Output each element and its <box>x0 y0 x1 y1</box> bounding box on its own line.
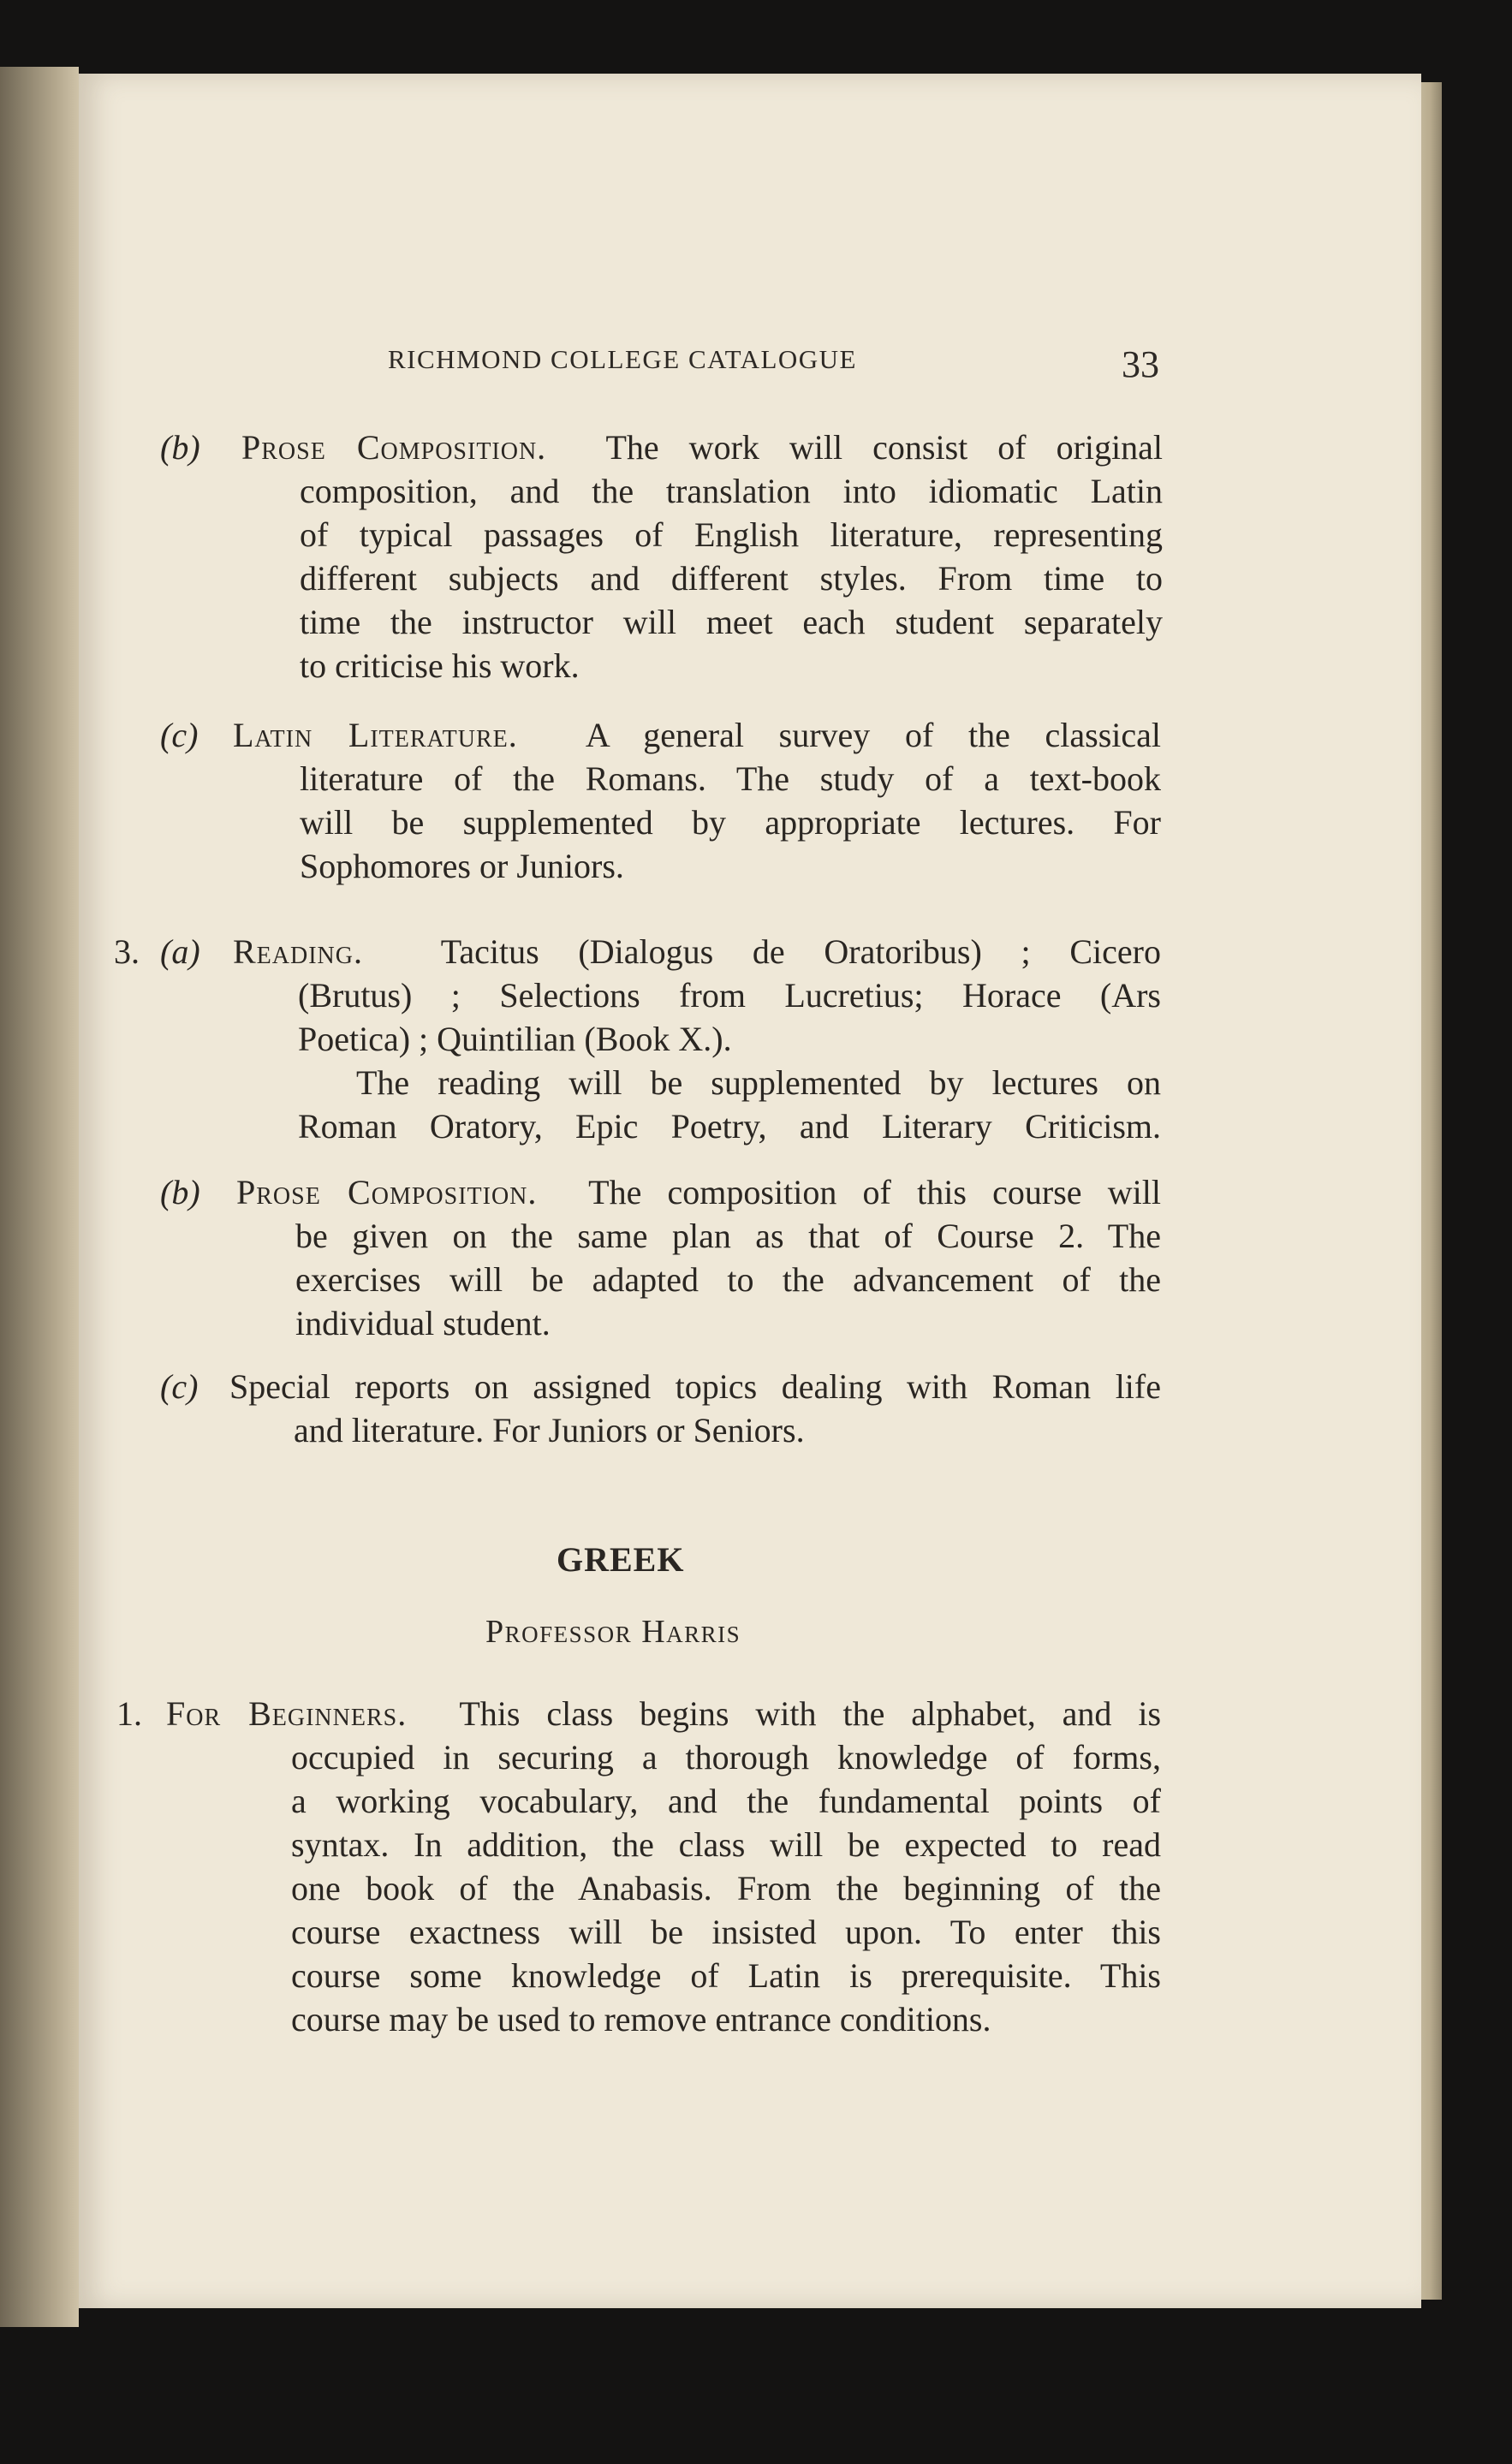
text-line: syntax. In addition, the class will be expected to read <box>291 1825 1161 1864</box>
item-label-3b: (b) <box>160 1173 200 1211</box>
text-line: literature of the Romans. The study of a text-book <box>300 759 1161 798</box>
facing-page-edge <box>0 67 79 2327</box>
greek-1-body <box>291 1735 1161 2041</box>
latin-2b-prose-composition <box>241 426 1163 469</box>
text-line: (Brutus) ; Selections from Lucretius; Horace (Ars <box>298 976 1161 1015</box>
text-line: and literature. For Juniors or Seniors. <box>294 1411 805 1449</box>
running-title: RICHMOND COLLEGE CATALOGUE <box>388 344 857 374</box>
entry-title: Prose Composition. <box>236 1173 538 1211</box>
text-line: Sophomores or Juniors. <box>300 847 624 885</box>
text-line: to criticise his work. <box>300 646 580 685</box>
text-line: be given on the same plan as that of Course 2. The <box>295 1217 1161 1255</box>
latin-3a-reading-note <box>298 1061 1161 1148</box>
section-heading-greek: GREEK <box>557 1540 685 1579</box>
text-line: Latin Literature. A general survey of the classical <box>233 716 1161 754</box>
item-label-2b: (b) <box>160 428 200 467</box>
entry-title: Reading. <box>233 932 363 971</box>
latin-2c-latin-literature <box>233 713 1161 757</box>
latin-3b-prose-composition <box>236 1170 1161 1214</box>
text-line: composition, and the translation into idiomatic Latin <box>300 472 1163 510</box>
course-number-1: 1. <box>116 1694 142 1733</box>
item-label-2c: (c) <box>160 716 199 754</box>
text-line: one book of the Anabasis. From the beginning of the <box>291 1869 1161 1908</box>
greek-1-for-beginners <box>166 1692 1161 1735</box>
text-line: course may be used to remove entrance conditions. <box>291 2000 991 2038</box>
entry-title: Latin Literature. <box>233 716 518 754</box>
entry-title: For Beginners. <box>166 1694 408 1733</box>
text-line: Special reports on assigned topics dealing with Roman life <box>229 1367 1161 1406</box>
text-line: The reading will be supplemented by lectures on <box>356 1063 1161 1102</box>
latin-2b-body <box>300 469 1163 687</box>
text-line: course exactness will be insisted upon. To enter this <box>291 1913 1161 1951</box>
page-number: 33 <box>1122 343 1159 385</box>
text-line: a working vocabulary, and the fundamental points of <box>291 1782 1161 1820</box>
text-line: time the instructor will meet each student separately <box>300 603 1163 641</box>
latin-3a-body <box>298 973 1161 1061</box>
latin-3c-body <box>294 1408 1161 1452</box>
text-line: Prose Composition. The work will consist of original <box>241 428 1163 467</box>
text-line: of typical passages of English literature, representing <box>300 515 1163 554</box>
professor-name: Professor Harris <box>485 1614 741 1650</box>
text-line: occupied in securing a thorough knowledge of forms, <box>291 1738 1161 1777</box>
course-number-3: 3. <box>114 932 140 971</box>
item-label-3a: (a) <box>160 932 200 971</box>
latin-3c-special-reports <box>229 1365 1161 1408</box>
item-label-3c: (c) <box>160 1367 199 1406</box>
text-line: course some knowledge of Latin is prerequisite. This <box>291 1956 1161 1995</box>
text-line: Roman Oratory, Epic Poetry, and Literary Criticism. <box>298 1107 1161 1146</box>
latin-3a-reading <box>233 930 1161 973</box>
text-line: different subjects and different styles. From time to <box>300 559 1163 598</box>
text-line: individual student. <box>295 1304 551 1342</box>
text-line: Prose Composition. The composition of this course will <box>236 1173 1161 1211</box>
text-line: exercises will be adapted to the advancement of the <box>295 1260 1161 1299</box>
latin-2c-body <box>300 757 1161 888</box>
text-line: will be supplemented by appropriate lectures. For <box>300 803 1161 842</box>
text-line: Poetica) ; Quintilian (Book X.). <box>298 1020 732 1058</box>
text-line: For Beginners. This class begins with the alphabet, and is <box>166 1694 1162 1733</box>
latin-3b-body <box>295 1214 1161 1345</box>
entry-title: Prose Composition. <box>241 428 547 467</box>
text-line: Reading. Tacitus (Dialogus de Oratoribus) ; Cicero <box>233 932 1161 971</box>
